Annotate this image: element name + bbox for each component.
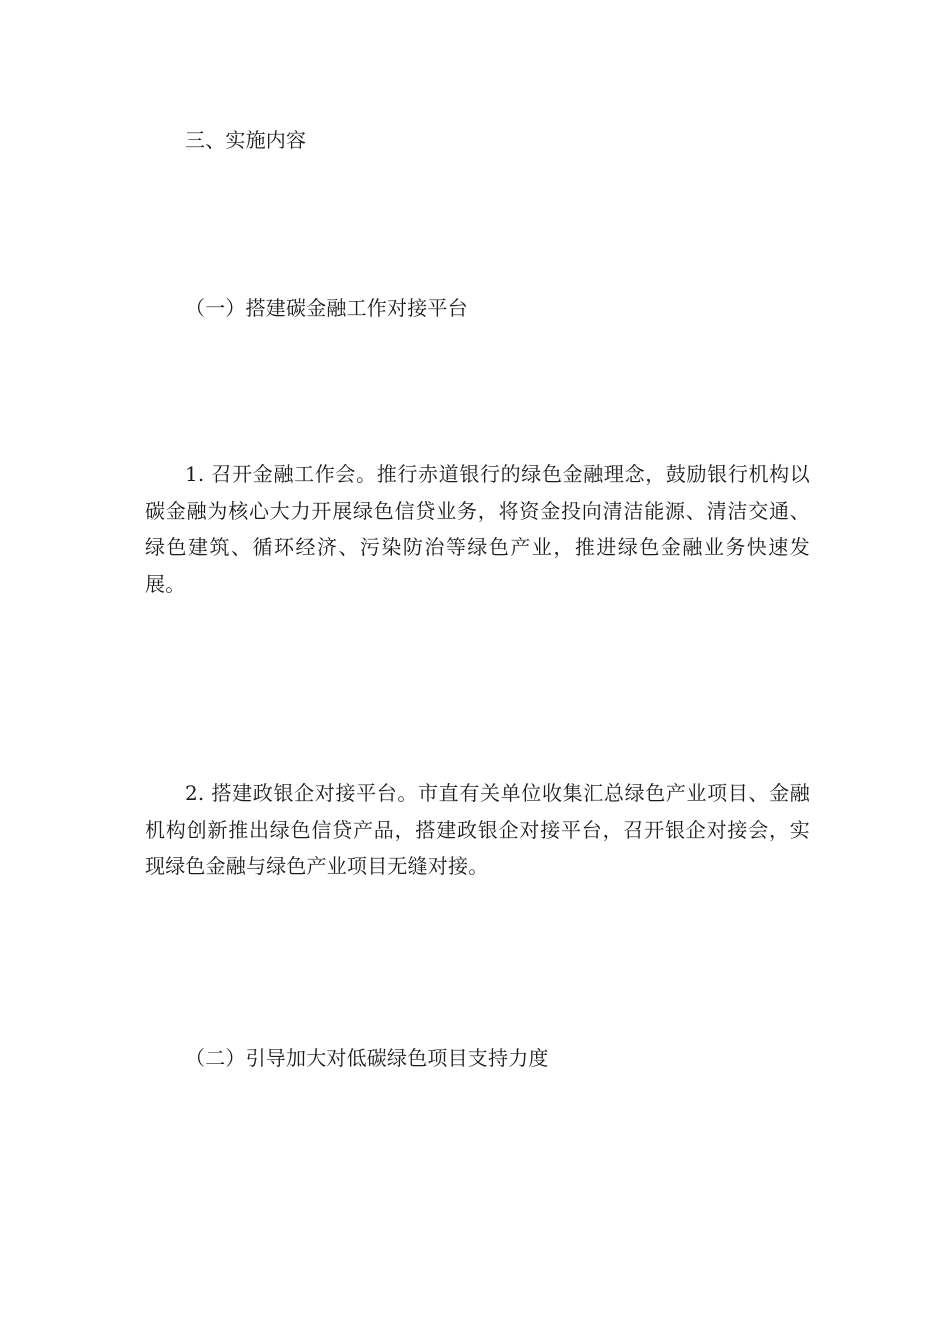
paragraph-2: 2. 搭建政银企对接平台。市直有关单位收集汇总绿色产业项目、金融机构创新推出绿色信贷产品，搭建政银企对接平台，召开银企对接会，实现绿色金融与绿色产业项目无缝对接。 (145, 781, 810, 878)
section-title: 三、实施内容 (185, 128, 307, 152)
paragraph-1: 1. 召开金融工作会。推行赤道银行的绿色金融理念，鼓励银行机构以碳金融为核心大力开展绿色信贷业务，将资金投向清洁能源、清洁交通、绿色建筑、循环经济、污染防治等绿色产业，推进绿色金融业务快速发展。 (145, 462, 810, 596)
subsection-title-1: （一）搭建碳金融工作对接平台 (185, 296, 468, 320)
subsection-title-2: （二）引导加大对低碳绿色项目支持力度 (185, 1046, 549, 1070)
